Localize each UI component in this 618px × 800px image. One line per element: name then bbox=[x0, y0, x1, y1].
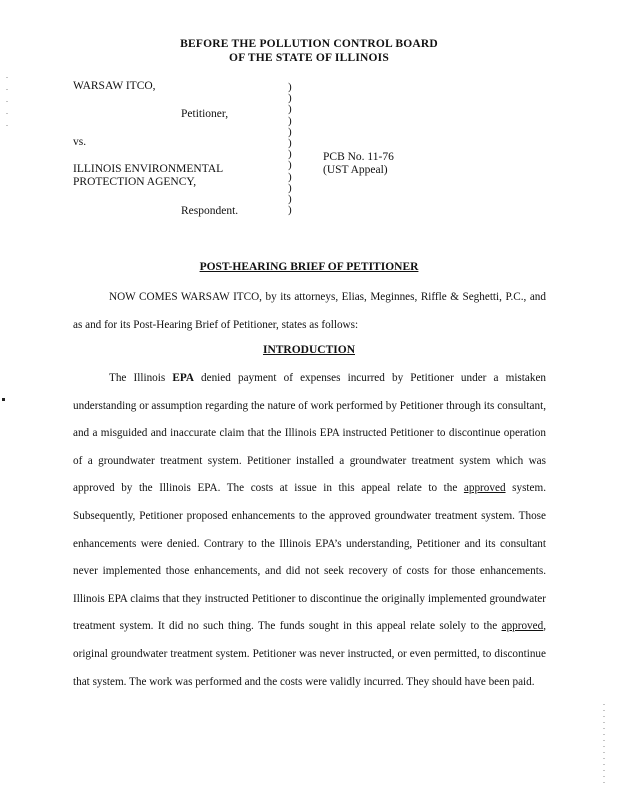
opening-paragraph-text: NOW COMES WARSAW ITCO, by its attorneys, Elias, Meginnes, Riffle & Seghetti, P.C., and as and for its Post-Hearing Brief of Petitioner, states as follows: bbox=[73, 291, 546, 331]
intro-approved-underlined-2: approved bbox=[501, 620, 544, 633]
intro-text-3: system. Subsequently, Petitioner proposed enhancements to the approved groundwater treatment system. Those enhancements were denied. Contrary to the Illinois EPA’s understanding, Petitioner and its consultant never implemented those enhancements, and did not seek recovery of costs for those enhancements. Illinois EPA claims that they instructed Petitioner to discontinue the originally implemented groundwater treatment system. It did no such thing. The funds sought in this appeal relate solely to the bbox=[73, 482, 546, 633]
caption-parentheses: ) ) ) ) ) ) ) ) ) ) ) ) bbox=[288, 81, 292, 217]
case-number: PCB No. 11-76 bbox=[323, 151, 394, 163]
document-header-line2: OF THE STATE OF ILLINOIS bbox=[229, 52, 389, 64]
case-type: (UST Appeal) bbox=[323, 164, 388, 176]
intro-text-1: The Illinois bbox=[109, 372, 173, 384]
intro-approved-underlined-1: approved bbox=[463, 482, 506, 495]
caption-petitioner-role: Petitioner, bbox=[181, 108, 229, 120]
caption-respondent-line1: ILLINOIS ENVIRONMENTAL bbox=[73, 163, 224, 175]
introduction-paragraph bbox=[73, 365, 546, 696]
intro-epa-bold: EPA bbox=[172, 372, 194, 384]
section-heading: INTRODUCTION bbox=[262, 344, 355, 356]
caption-respondent-role: Respondent. bbox=[181, 205, 239, 217]
caption-respondent-line2: PROTECTION AGENCY, bbox=[73, 176, 197, 188]
document-header-line1: BEFORE THE POLLUTION CONTROL BOARD bbox=[180, 38, 438, 50]
left-margin-scan-dots: . . . . . bbox=[6, 71, 8, 128]
right-margin-scan-dots: . . . . . . . . . . . . . . bbox=[603, 698, 605, 785]
opening-paragraph bbox=[73, 284, 546, 339]
intro-text-2: denied payment of expenses incurred by Petitioner under a mistaken understanding or assumption regarding the nature of work performed by Petitioner through its consultant, and a misguided and inaccurate claim that the Illinois EPA instructed Petitioner to discontinue operation of a groundwater treatment system. Petitioner installed a groundwater treatment system which was approved by the Illinois EPA. The costs at issue in this appeal relate to the bbox=[73, 372, 547, 495]
intro-text-4: , original groundwater treatment system. Petitioner was never instructed, or even permitted, to discontinue that system. The work was performed and the costs were validly incurred. They should have been paid. bbox=[73, 620, 546, 688]
margin-mark bbox=[2, 398, 5, 401]
caption-vs: vs. bbox=[73, 136, 87, 148]
document-title: POST-HEARING BRIEF OF PETITIONER bbox=[199, 261, 419, 273]
caption-petitioner-name: WARSAW ITCO, bbox=[73, 80, 156, 92]
